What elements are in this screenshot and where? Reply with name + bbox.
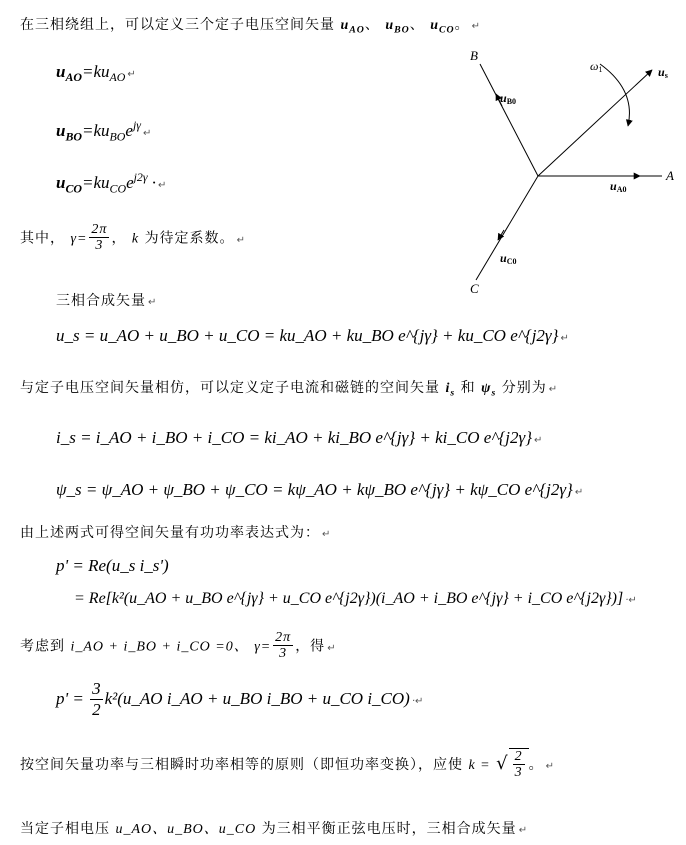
label-uC0: uC0 [500, 251, 517, 266]
intro-paragraph: 在三相绕组上，可以定义三个定子电压空间矢量 $u_{AO}$、 $u_{BO}$、 $u_{CO}$。 ↵ [20, 17, 482, 36]
label-omega1: ω1 [590, 59, 603, 74]
var-uAO: $u_{AO}$ [340, 18, 365, 36]
current-flux-paragraph: 与定子电压空间矢量相仿，可以定义定子电流和磁链的空间矢量 $i_s$ 和 $\psi_s$ 分别为 ↵ [20, 380, 559, 399]
equation-is: i_s = i_AO + i_BO + i_CO = ki_AO + ki_BO e^{jγ} + ki_CO e^{j2γ} ↵ [56, 428, 543, 447]
equation-uCO: $u_{CO}=ku_{CO}e^{j2\gamma}$ · ↵ [56, 170, 167, 196]
power-equation-line1: p' = Re(u_s i_s') [56, 556, 169, 575]
var-uBO: $u_{BO}$ [385, 18, 410, 36]
equation-us: u_s = u_AO + u_BO + u_CO = ku_AO + ku_BO e^{jγ} + ku_CO e^{j2γ} ↵ [56, 326, 569, 345]
equation-psis: ψ_s = ψ_AO + ψ_BO + ψ_CO = kψ_AO + kψ_BO e^{jγ} + kψ_CO e^{j2γ} ↵ [56, 480, 584, 499]
space-vector-diagram [440, 40, 680, 300]
label-A: A [666, 168, 674, 183]
equation-uAO: $u_{AO}=ku_{AO}$ ↵ [56, 62, 136, 85]
label-us: us [658, 65, 668, 80]
var-uCO: $u_{CO}$ [430, 18, 455, 36]
vector-us [538, 70, 652, 176]
power-equation-line2: = Re[k²(u_AO + u_BO e^{jγ} + u_CO e^{j2γ})(i_AO + i_BO e^{jγ} + i_CO e^{j2γ})] ·↵ [74, 590, 637, 607]
power-equation-simplified: p' = $\frac{3}{2}$ k²(u_AO i_AO + u_BO i_BO + u_CO i_CO) ·↵ [56, 679, 424, 719]
balanced-voltage-paragraph: 当定子相电压 u_AO、u_BO、u_CO 为三相平衡正弦电压时，三相合成矢量 ↵ [20, 821, 529, 837]
composite-vector-heading: 三相合成矢量 ↵ [56, 293, 158, 309]
consideration-paragraph: 考虑到 i_AO + i_BO + i_CO =0、 γ= $\frac{2\pi}{3}$ ，得 ↵ [20, 630, 337, 662]
fraction-2pi-3: $\frac{2\pi}{3}$ [91, 222, 108, 254]
axis-B [480, 64, 538, 176]
constant-power-paragraph: 按空间矢量功率与三相瞬时功率相等的原则（即恒功率变换），应使 k = √ $\frac{2}{3}$ 。 ↵ [20, 749, 555, 781]
label-B: B [470, 48, 478, 63]
label-uB0: uB0 [500, 91, 517, 106]
power-intro: 由上述两式可得空间矢量有功功率表达式为： ↵ [20, 525, 332, 541]
label-C: C [470, 281, 479, 296]
equation-uBO: $u_{BO}=ku_{BO}e^{j\gamma}↵$ [56, 118, 152, 144]
fraction-2pi-3-second: $\frac{2\pi}{3}$ [275, 630, 292, 662]
gamma-definition: 其中， γ= $\frac{2\pi}{3}$ ， k 为待定系数。 ↵ [20, 222, 246, 254]
label-uA0: uA0 [610, 179, 627, 194]
